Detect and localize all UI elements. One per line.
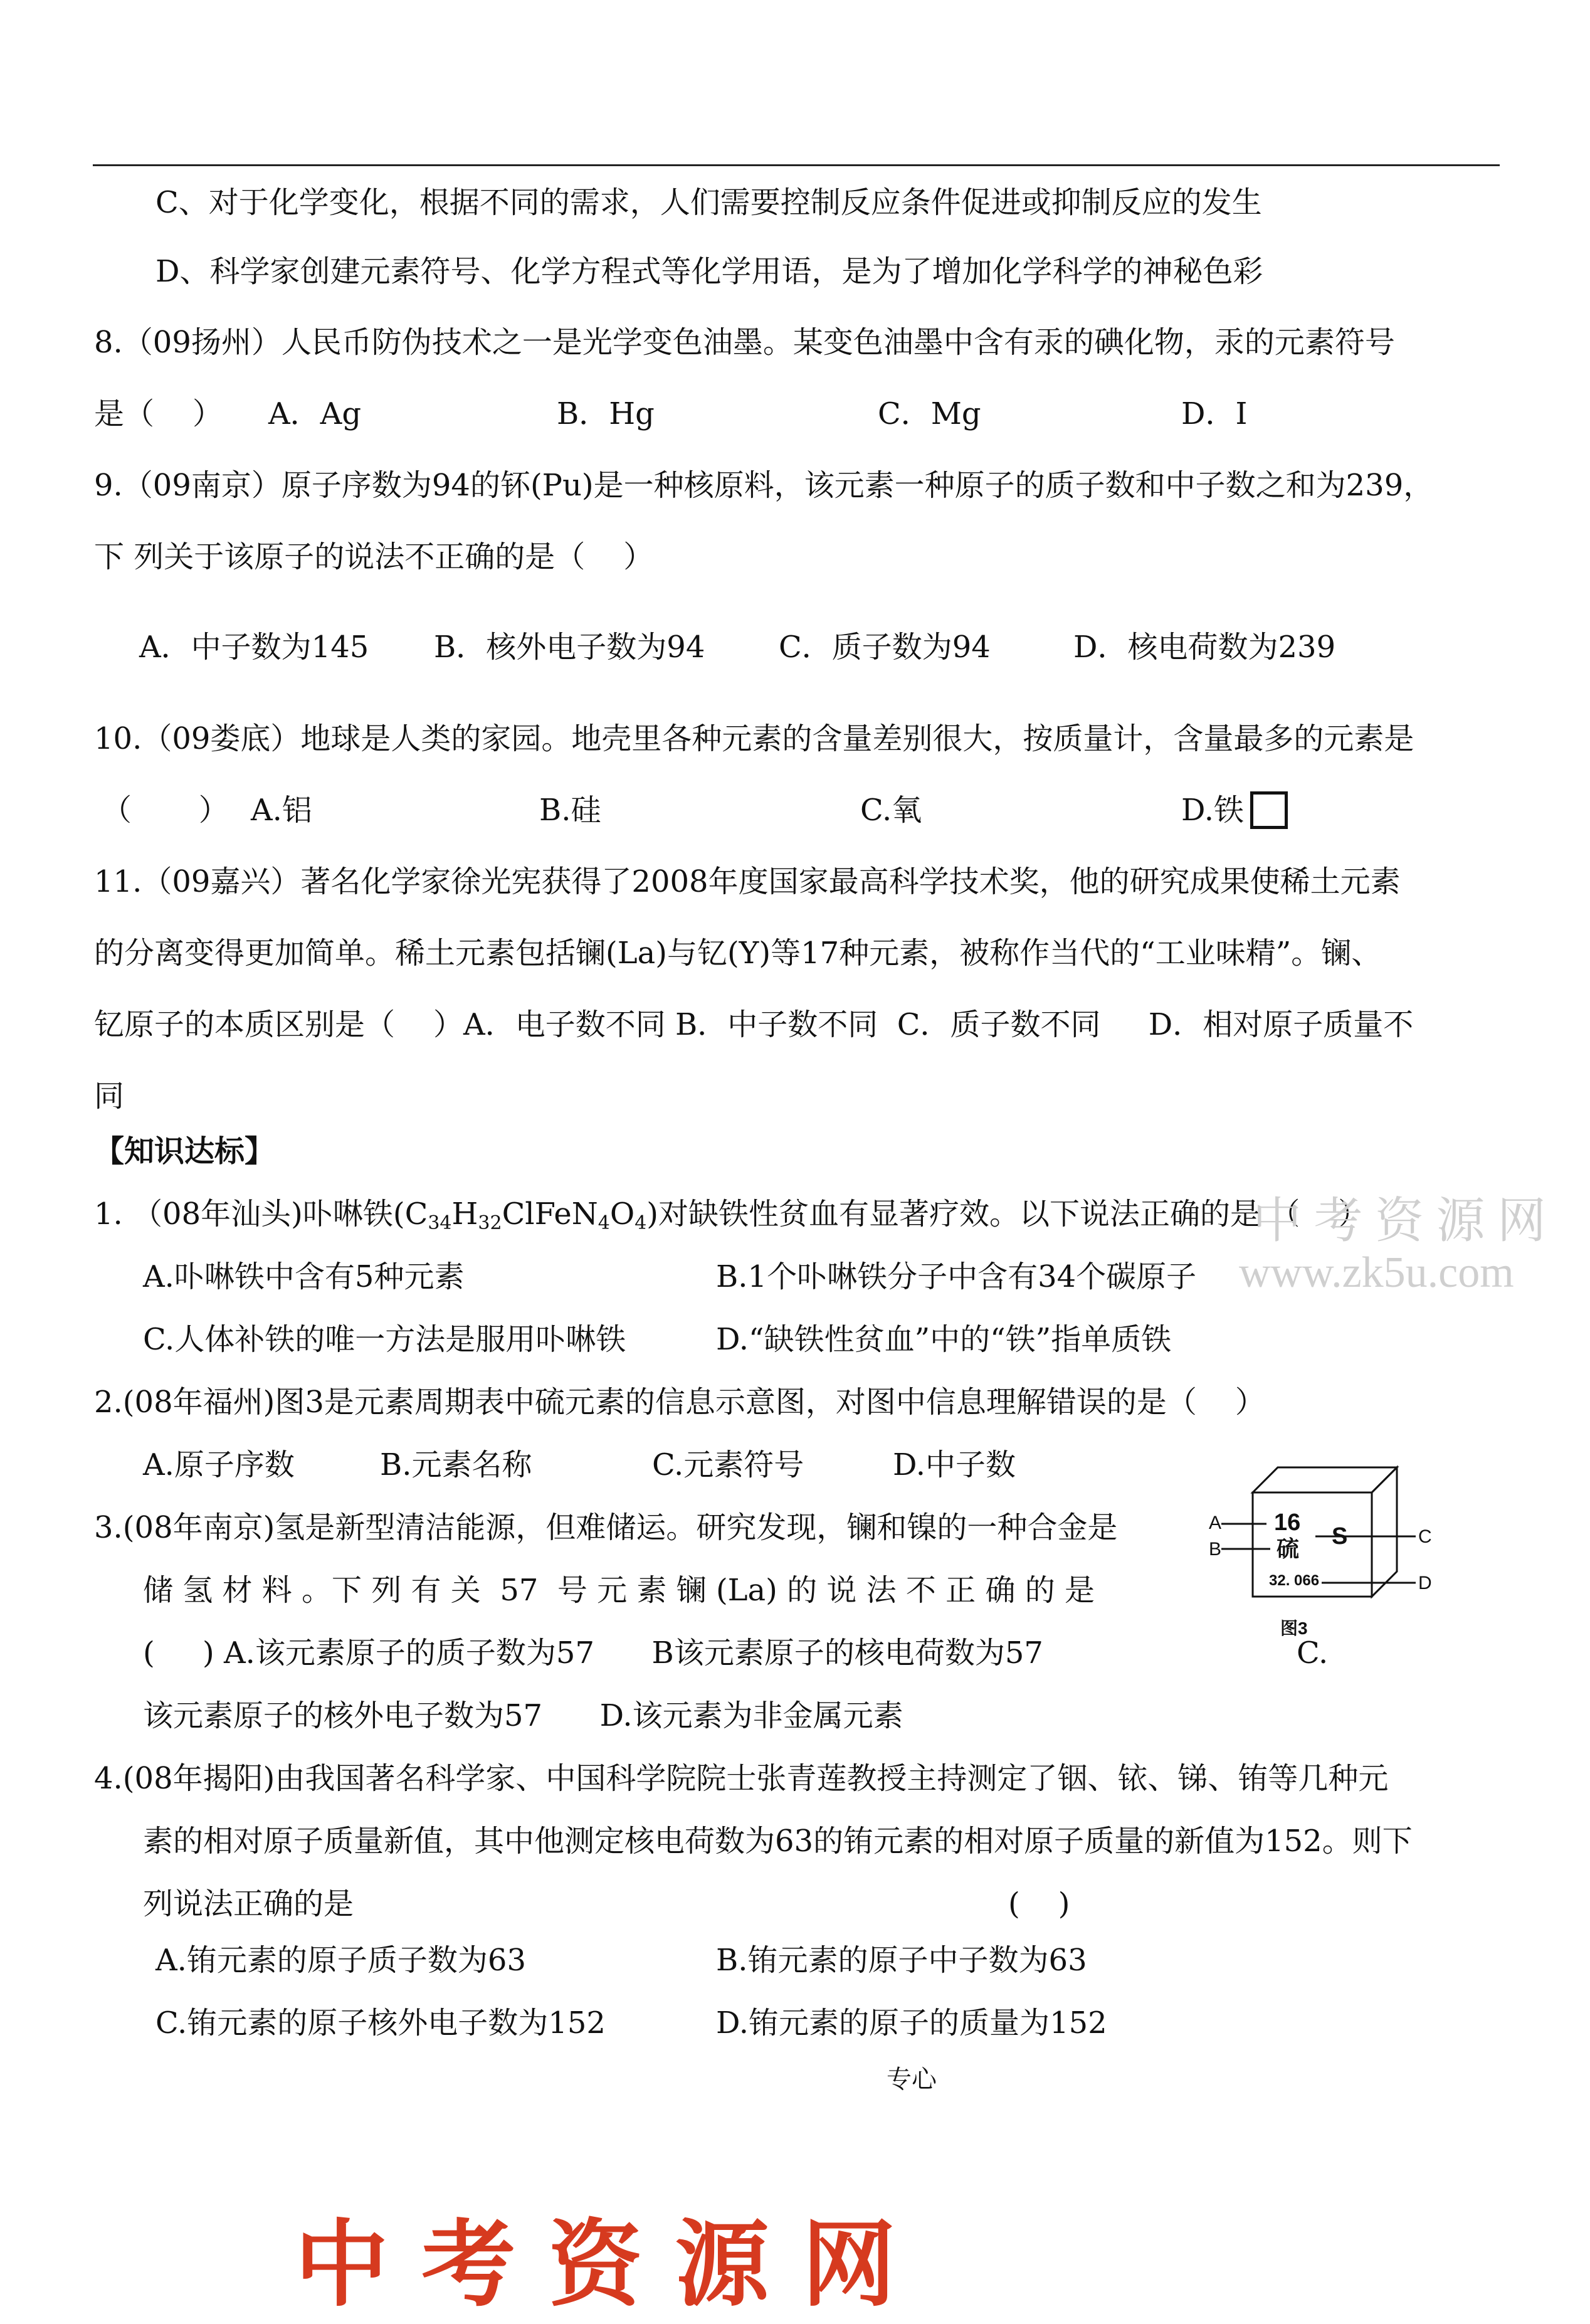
fig-label-d: D [1418, 1573, 1432, 1593]
fig-atomic-number: 16 [1274, 1509, 1301, 1536]
answer-box [1250, 791, 1288, 829]
q7-option-d: D、科学家创建元素符号、化学方程式等化学用语，是为了增加化学科学的神秘色彩 [155, 254, 1263, 289]
k4-option-d: D.铕元素的原子的质量为152 [716, 2005, 1107, 2041]
watermark-cn: 中 考 资 源 网 [1253, 1193, 1547, 1248]
fig-caption: 图3 [1280, 1619, 1308, 1638]
q10-option-a: A.铝 [251, 793, 312, 828]
q10-option-b: B.硅 [539, 793, 601, 828]
k1-option-c: C.人体补铁的唯一方法是服用卟啉铁 [143, 1322, 626, 1357]
k2-option-a: A.原子序数 [143, 1447, 295, 1482]
section-heading: 【知识达标】 [94, 1134, 275, 1169]
k2-option-c: C.元素符号 [652, 1447, 804, 1482]
q11-line-4: 同 [94, 1079, 125, 1114]
q9-option-b: B．核外电子数为94 [434, 630, 705, 665]
fig-atomic-mass: 32. 066 [1269, 1572, 1320, 1589]
q10-stem: 10.（09娄底）地球是人类的家园。地壳里各种元素的含量差别很大，按质量计，含量最多的元素是 [94, 721, 1414, 756]
k4-line-1: 4.(08年揭阳)由我国著名科学家、中国科学院院士张青莲教授主持测定了铟、铱、锑、铕等几种元 [94, 1761, 1389, 1796]
fig-label-a: A [1209, 1513, 1222, 1533]
k2-option-b: B.元素名称 [380, 1447, 532, 1482]
fig-element-symbol: S [1332, 1523, 1348, 1550]
watermark-url: www.zk5u.com [1239, 1249, 1514, 1297]
q9-stem: 9.（09南京）原子序数为94的钚(Pu)是一种核原料，该元素一种原子的质子数和中子数之和为239， [94, 468, 1434, 503]
k4-line-2: 素的相对原子质量新值，其中他测定核电荷数为63的铕元素的相对原子质量的新值为152。则下 [143, 1824, 1413, 1859]
k3-line-1: 3.(08年南京)氢是新型清洁能源，但难储运。研究发现，镧和镍的一种合金是 [94, 1510, 1118, 1545]
q10-blank: （ ） [102, 793, 229, 828]
k2-option-d: D.中子数 [893, 1447, 1016, 1482]
q8-option-a: A．Ag [268, 396, 362, 431]
q10-option-c: C.氧 [860, 793, 922, 828]
k2-stem: 2.(08年福州)图3是元素周期表中硫元素的信息示意图，对图中信息理解错误的是（ ） [94, 1385, 1265, 1420]
k1-option-b: B.1个卟啉铁分子中含有34个碳原子 [716, 1259, 1197, 1294]
k4-line-3: 列说法正确的是 [143, 1886, 354, 1921]
q8-option-c: C．Mg [878, 396, 981, 431]
q7-option-c: C、对于化学变化，根据不同的需求，人们需要控制反应条件促进或抑制反应的发生 [155, 185, 1262, 220]
fig-label-c: C [1418, 1526, 1432, 1547]
q11-line-1: 11.（09嘉兴）著名化学家徐光宪获得了2008年度国家最高科学技术奖，他的研究成果使稀土元素 [94, 864, 1401, 899]
k4-blank: ( ) [1008, 1886, 1070, 1921]
k4-option-b: B.铕元素的原子中子数为63 [716, 1943, 1087, 1978]
sulfur-element-figure [1209, 1455, 1447, 1649]
k1-stem: 1. （08年汕头)卟啉铁$(C_{34}H_{32}ClFeN_4O_4)$对缺铁性贫血有显著疗效。以下说法正确的是 （ ） [94, 1196, 1369, 1234]
q8-option-b: B．Hg [557, 396, 655, 431]
fig-element-name: 硫 [1277, 1536, 1300, 1561]
header-rule [93, 164, 1500, 166]
footer-text: 专心 [887, 2065, 937, 2094]
k3-line-3-c: C. [1297, 1635, 1329, 1671]
k3-line-4: 该元素原子的核外电子数为57 D.该元素为非金属元素 [143, 1698, 903, 1733]
k1-option-d: D.“缺铁性贫血”中的“铁”指单质铁 [716, 1322, 1172, 1357]
q9-option-c: C．质子数为94 [779, 630, 991, 665]
q8-blank: 是（ ） [94, 396, 223, 431]
k4-option-c: C.铕元素的原子核外电子数为152 [155, 2005, 606, 2041]
q8-option-d: D．I [1181, 396, 1248, 431]
watermark-large: 中 考 资 源 网 [295, 2209, 896, 2320]
k3-line-3: ( ) A.该元素原子的质子数为57 B该元素原子的核电荷数为57 [143, 1635, 1043, 1671]
q8-stem: 8.（09扬州）人民币防伪技术之一是光学变色油墨。某变色油墨中含有汞的碘化物，汞的元素符号 [94, 325, 1395, 360]
q11-line-2: 的分离变得更加简单。稀土元素包括镧(La)与钇(Y)等17种元素，被称作当代的“工业味精”。镧、 [94, 936, 1382, 971]
k1-option-a: A.卟啉铁中含有5种元素 [143, 1259, 465, 1294]
q10-option-d: D.铁 [1181, 793, 1245, 828]
q11-line-3: 钇原子的本质区别是（ ）A．电子数不同 B．中子数不同 C．质子数不同 D．相对原子质量不 [94, 1007, 1414, 1042]
k4-option-a: A.铕元素的原子质子数为63 [155, 1943, 527, 1978]
q9-option-d: D．核电荷数为239 [1073, 630, 1336, 665]
q9-stem-2: 下 列关于该原子的说法不正确的是（ ） [94, 539, 654, 574]
fig-label-b: B [1209, 1539, 1222, 1560]
k3-line-2: 储 氢 材 料 。下 列 有 关 57 号 元 素 镧 (La) 的 说 法 不 正 确 的 是 [143, 1573, 1095, 1608]
q9-option-a: A．中子数为145 [139, 630, 369, 665]
